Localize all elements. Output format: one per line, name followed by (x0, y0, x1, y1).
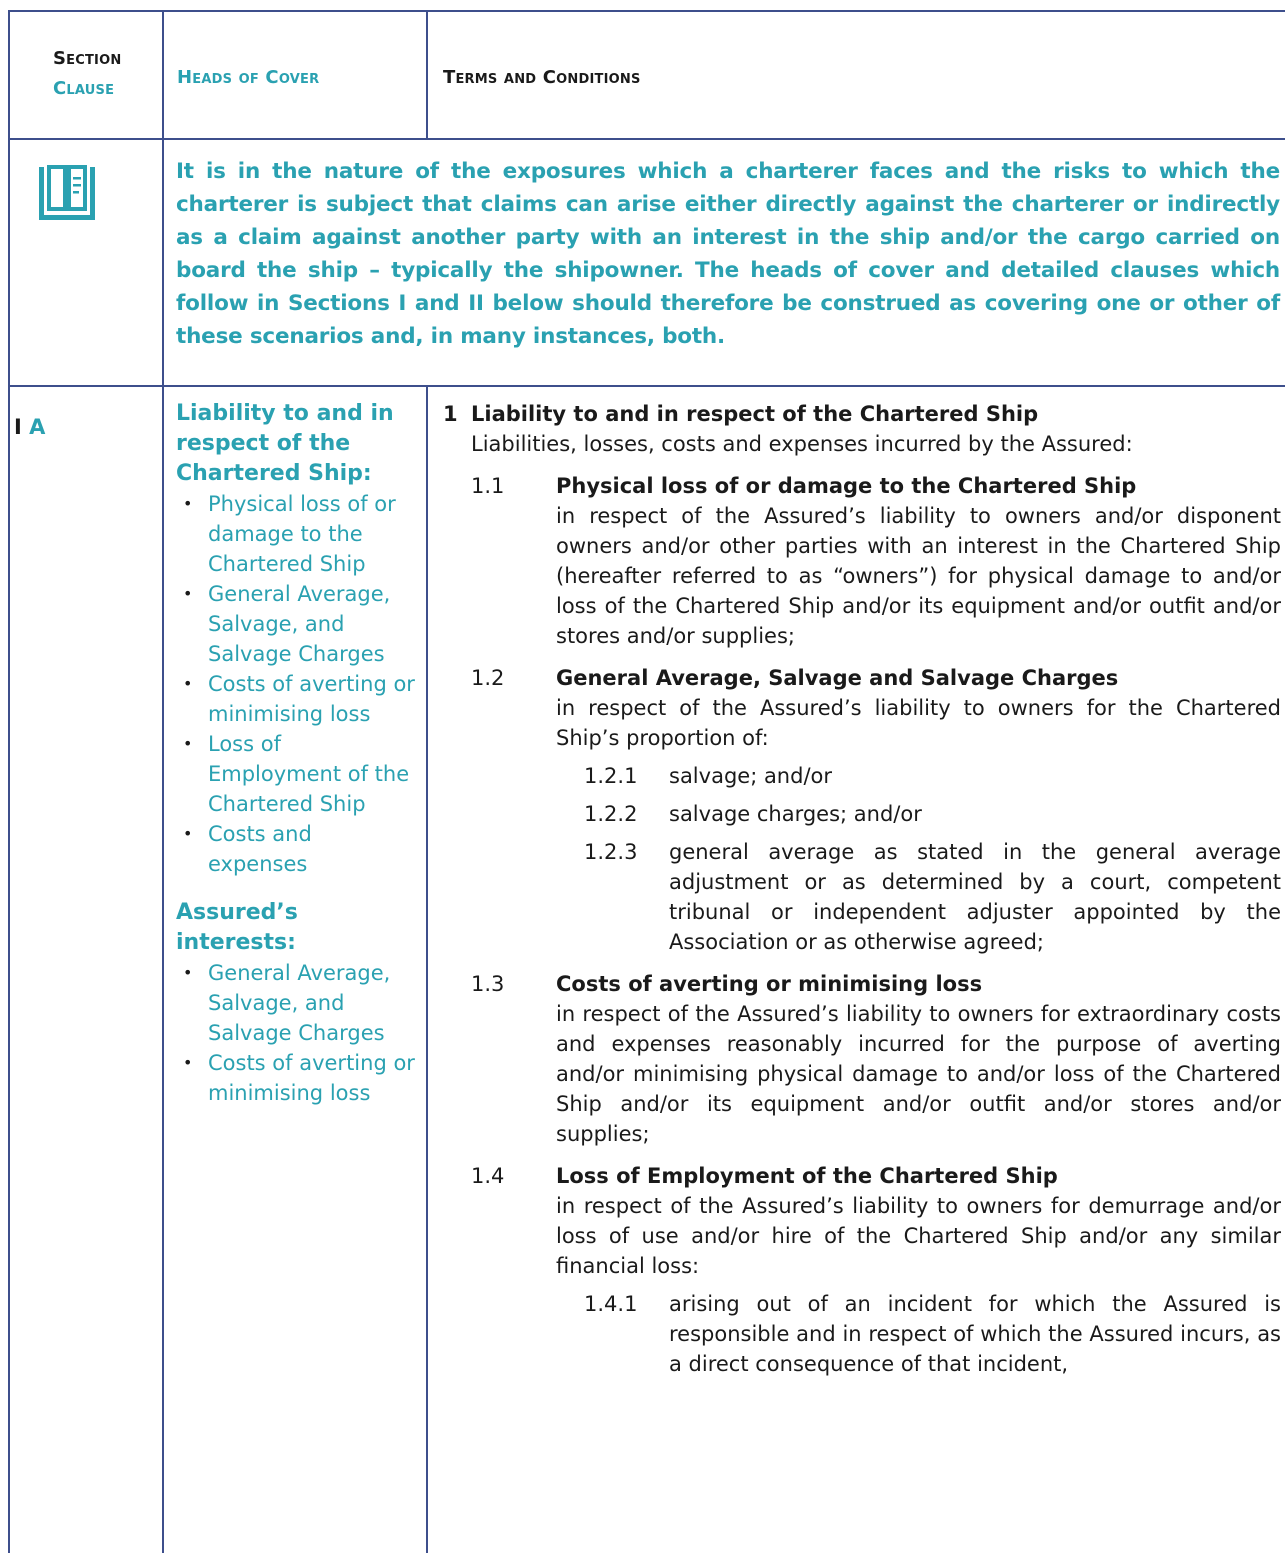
subclause-title: Loss of Employment of the Chartered Ship (556, 1164, 1058, 1188)
list-item: • Physical loss of or damage to the Chartered Ship (208, 489, 416, 579)
clause-title: Liability to and in respect of the Chartered Ship (471, 402, 1039, 426)
sub-subclause-text: general average as stated in the general average adjustment or as determined by a court, competent tribunal or independent adjuster appointed by the Association or as otherwise agreed; (669, 840, 1281, 954)
subclause-title: Costs of averting or minimising loss (556, 972, 983, 996)
sub-subclause (556, 1289, 1281, 1379)
section-number: I (14, 415, 22, 439)
subclause-text: in respect of the Assured’s liability to owners for demurrage and/or loss of use and/or hire of the Chartered Ship and/or any similar financial loss: (556, 1194, 1281, 1278)
table-border-left (8, 10, 10, 1553)
heads-of-cover-column (176, 399, 416, 1108)
subclause-title: General Average, Salvage and Salvage Charges (556, 666, 1119, 690)
sub-subclause-number: 1.2.2 (584, 802, 638, 826)
subclause-number: 1.2 (471, 666, 505, 690)
list-item: • Costs of averting or minimising loss (208, 1048, 416, 1108)
header-section: Section (53, 48, 122, 69)
heads-list (176, 489, 416, 879)
column-divider-2 (426, 10, 428, 139)
sub-subclause (556, 799, 1281, 829)
sub-subclause-text: salvage charges; and/or (669, 802, 922, 826)
column-divider-2b (426, 386, 428, 1553)
clause-number: 1 (443, 402, 458, 426)
sub-subclause-number: 1.2.1 (584, 764, 638, 788)
clause-intro: Liabilities, losses, costs and expenses incurred by the Assured: (471, 432, 1133, 456)
section-clause-label (14, 415, 45, 439)
clause-letter: A (29, 415, 46, 439)
subclause (443, 1161, 1281, 1379)
intro-divider (8, 385, 1285, 387)
subclause-text: in respect of the Assured’s liability to owners and/or disponent owners and/or other parties with an interest in the Chartered Ship (hereafter referred to as “owners”) for physical damage to and/or loss of the Chartered Ship and/or its equipment and/or outfit and/or stores and/or supplies; (556, 504, 1281, 648)
header-divider (8, 138, 1285, 140)
sub-subclause-text: arising out of an incident for which the Assured is responsible and in respect of which the Assured incurs, as a direct consequence of that incident, (669, 1292, 1281, 1376)
column-divider-1 (162, 10, 164, 1553)
subclause-number: 1.3 (471, 972, 505, 996)
header-clause: Clause (53, 78, 115, 99)
intro-paragraph: It is in the nature of the exposures which a charterer faces and the risks to which the charterer is subject that claims can arise either directly against the charterer or indirectly as a claim against another party with an interest in the ship and/or the cargo carried on board the ship – typically the shipowner. The heads of cover and detailed clauses which follow in Sections I and II below should therefore be construed as covering one or other of these scenarios and, in many instances, both. (176, 159, 1280, 349)
list-item: • Costs and expenses (208, 819, 416, 879)
list-item: • Loss of Employment of the Chartered Ship (208, 729, 416, 819)
book-icon (37, 165, 97, 221)
subclause (443, 471, 1281, 651)
subclause-number: 1.4 (471, 1164, 505, 1188)
sub-subclause (556, 761, 1281, 791)
clause-heading (443, 399, 1281, 429)
header-heads-of-cover: Heads of Cover (177, 67, 320, 88)
heads-group-title: Liability to and in respect of the Chartered Ship: (176, 401, 394, 486)
table-border-top (8, 10, 1285, 12)
subclause-text: in respect of the Assured’s liability to owners for extraordinary costs and expenses reasonably incurred for the purpose of averting and/or minimising physical damage to and/or loss of the Chartered Ship and/or its equipment and/or outfit and/or stores and/or supplies; (556, 1002, 1281, 1146)
list-item: • General Average, Salvage, and Salvage Charges (208, 958, 416, 1048)
sub-subclause-text: salvage; and/or (669, 764, 833, 788)
sub-subclause (556, 837, 1281, 957)
subclause (443, 969, 1281, 1149)
subclause-text: in respect of the Assured’s liability to owners for the Chartered Ship’s proportion of: (556, 696, 1281, 750)
subclause (443, 663, 1281, 957)
sub-subclause-number: 1.4.1 (584, 1292, 638, 1316)
list-item: • General Average, Salvage, and Salvage Charges (208, 579, 416, 669)
subclause-number: 1.1 (471, 474, 505, 498)
list-item: • Costs of averting or minimising loss (208, 669, 416, 729)
subclause-title: Physical loss of or damage to the Chartered Ship (556, 474, 1137, 498)
sub-subclause-number: 1.2.3 (584, 840, 638, 864)
terms-column (443, 399, 1281, 1379)
heads-group-title: Assured’s interests: (176, 900, 298, 955)
heads-list (176, 958, 416, 1108)
header-terms-and-conditions: Terms and Conditions (443, 67, 641, 88)
